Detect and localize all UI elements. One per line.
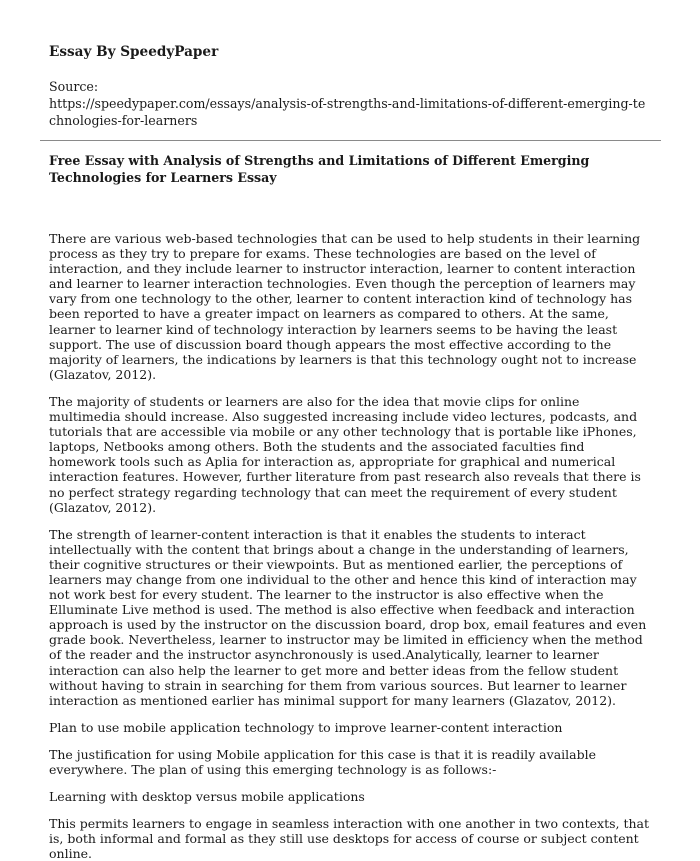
essay-paragraph: This permits learners to engage in seamless interaction with one another in two contexts, that is, both informal and formal as they still use desktops for access of course or subject content online.: [49, 816, 650, 861]
document-header-title: Essay By SpeedyPaper: [49, 44, 219, 60]
essay-paragraph: The justification for using Mobile application for this case is that it is readily available everywhere. The plan of using this emerging technology is as follows:-: [49, 746, 596, 777]
section-heading: Learning with desktop versus mobile applications: [49, 789, 365, 805]
essay-paragraph: There are various web-based technologies that can be used to help students in their learning process as they try to prepare for exams. These technologies are based on the level of interaction, and they include learner to instructor interaction, learner to content interaction and learner to learner interaction technologies. Even though the perception of learners may vary from one technology to the other, learner to content interaction kind of technology has been reported to have a greater impact on learners as compared to others. At the same, learner to learner kind of technology interaction by learners seems to be having the least support. The use of discussion board though appears the most effective according to the majority of learners, the indications by learners is that this technology ought not to increase (Glazatov, 2012).: [49, 231, 641, 382]
source-block: [49, 78, 652, 129]
essay-paragraph: The majority of students or learners are also for the idea that movie clips for online multimedia should increase. Also suggested increasing include video lectures, podcasts, and tutorials that are accessible via mobile or any other technology that is portable like iPhones, laptops, Netbooks among others. Both the students and the associated faculties find homework tools such as Aplia for interaction as, appropriate for graphical and numerical interaction features. However, further literature from past research also reveals that there is no perfect strategy regarding technology that can meet the requirement of every student (Glazatov, 2012).: [49, 393, 641, 515]
essay-title: Free Essay with Analysis of Strengths and Limitations of Different Emerging Technologies for Learners Essay: [49, 153, 590, 185]
essay-paragraph: The strength of learner-content interaction is that it enables the students to interact intellectually with the content that brings about a change in the understanding of learners, their cognitive structures or their viewpoints. But as mentioned earlier, the perceptions of learners may change from one individual to the other and hence this kind of interaction may not work best for every student. The learner to the instructor is also effective when the Elluminate Live method is used. The method is also effective when feedback and interaction approach is used by the instructor on the discussion board, drop box, email features and even grade book. Nevertheless, learner to instructor may be limited in efficiency when the method of the reader and the instructor asynchronously is used.Analytically, learner to learner interaction can also help the learner to get more and better ideas from the fellow student without having to strain in searching for them from various sources. But learner to learner interaction as mentioned earlier has minimal support for many learners (Glazatov, 2012).: [49, 526, 647, 708]
header-divider: [40, 140, 661, 141]
essay-body: [49, 231, 652, 861]
section-heading: Plan to use mobile application technology to improve learner-content interaction: [49, 719, 563, 735]
source-label: Source:: [49, 79, 99, 94]
source-url: https://speedypaper.com/essays/analysis-of-strengths-and-limitations-of-different-emerging-technologies-for-learners: [49, 96, 646, 128]
